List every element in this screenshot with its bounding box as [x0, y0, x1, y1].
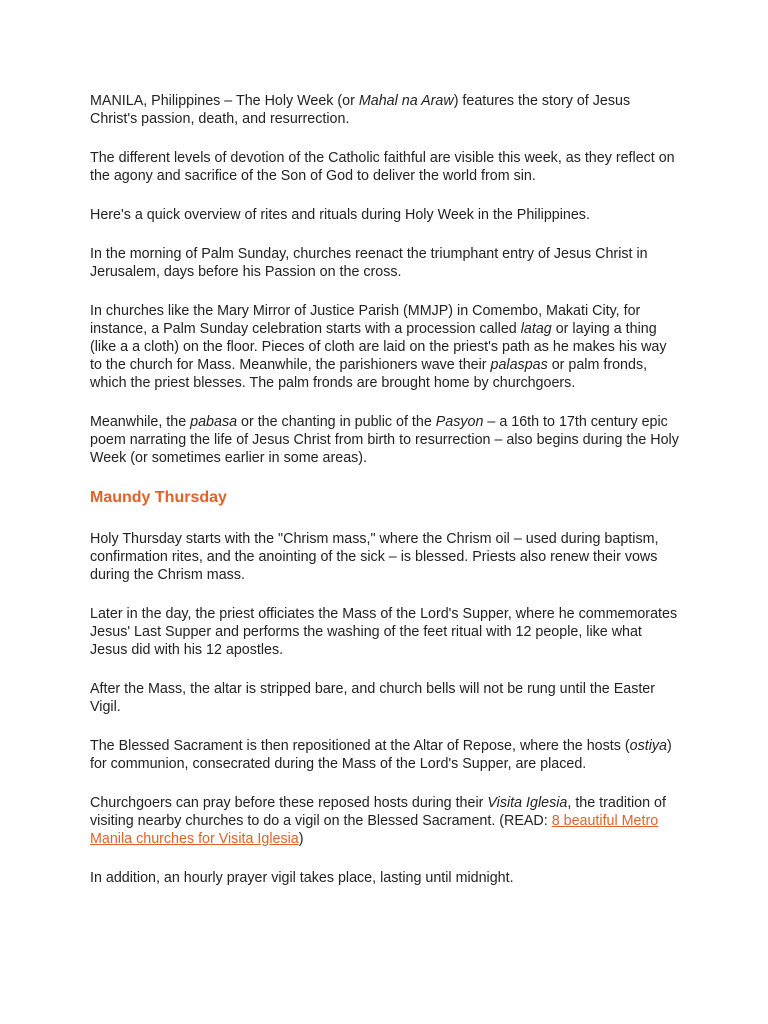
paragraph-overview: Here's a quick overview of rites and rituals during Holy Week in the Philippines. [90, 207, 590, 223]
article-body [90, 92, 680, 908]
paragraph-chrism-mass: Holy Thursday starts with the "Chrism mass," where the Chrism oil – used during baptism, confirmation rites, and the anointing of the sick – is blessed. Priests also renew their vows during the Chrism mass. [90, 531, 659, 583]
paragraph-prayer-vigil: In addition, an hourly prayer vigil takes place, lasting until midnight. [90, 870, 514, 886]
visita-iglesia-churches-link[interactable]: 8 beautiful Metro Manila churches for Visita Iglesia [90, 813, 659, 847]
paragraph-palm-sunday: In the morning of Palm Sunday, churches reenact the triumphant entry of Jesus Christ in Jerusalem, days before his Passion on the cross. [90, 246, 648, 280]
paragraph-lords-supper: Later in the day, the priest officiates the Mass of the Lord's Supper, where he commemorates Jesus' Last Supper and performs the washing of the feet ritual with 12 people, like what Jesus did with his 12 apostles. [90, 606, 678, 658]
paragraph-altar-of-repose: The Blessed Sacrament is then repositioned at the Altar of Repose, where the hosts (ostiya) for communion, consecrated during the Mass of the Lord's Supper, are placed. [90, 738, 672, 772]
paragraph-intro: MANILA, Philippines – The Holy Week (or Mahal na Araw) features the story of Jesus Christ's passion, death, and resurrection. [90, 93, 631, 127]
paragraph-visita-iglesia: Churchgoers can pray before these reposed hosts during their Visita Iglesia, the tradition of visiting nearby churches to do a vigil on the Blessed Sacrament. (READ: 8 beautiful Metro Manila churches for Visita Iglesia) [90, 795, 666, 847]
emphasis: Pasyon [435, 414, 484, 430]
emphasis: latag [520, 321, 552, 337]
paragraph-mmjp: In churches like the Mary Mirror of Justice Parish (MMJP) in Comembo, Makati City, for instance, a Palm Sunday celebration starts with a procession called latag or laying a thing (like a a cloth) on the floor. Pieces of cloth are laid on the priest's path as he makes his way to the church for Mass. Meanwhile, the parishioners wave their palaspas or palm fronds, which the priest blesses. The palm fronds are brought home by churchgoers. [90, 303, 667, 391]
emphasis: Visita Iglesia [487, 795, 568, 811]
emphasis: Mahal na Araw [358, 93, 454, 109]
section-heading-maundy-thursday: Maundy Thursday [90, 489, 227, 506]
paragraph-altar-stripped: After the Mass, the altar is stripped bare, and church bells will not be rung until the Easter Vigil. [90, 681, 656, 715]
paragraph-devotion: The different levels of devotion of the Catholic faithful are visible this week, as they reflect on the agony and sacrifice of the Son of God to deliver the world from sin. [90, 150, 675, 184]
emphasis: ostiya [629, 738, 667, 754]
emphasis: pabasa [190, 414, 238, 430]
emphasis: palaspas [490, 357, 548, 373]
paragraph-pabasa: Meanwhile, the pabasa or the chanting in public of the Pasyon – a 16th to 17th century epic poem narrating the life of Jesus Christ from birth to resurrection – also begins during the Holy Week (or sometimes earlier in some areas). [90, 414, 679, 466]
